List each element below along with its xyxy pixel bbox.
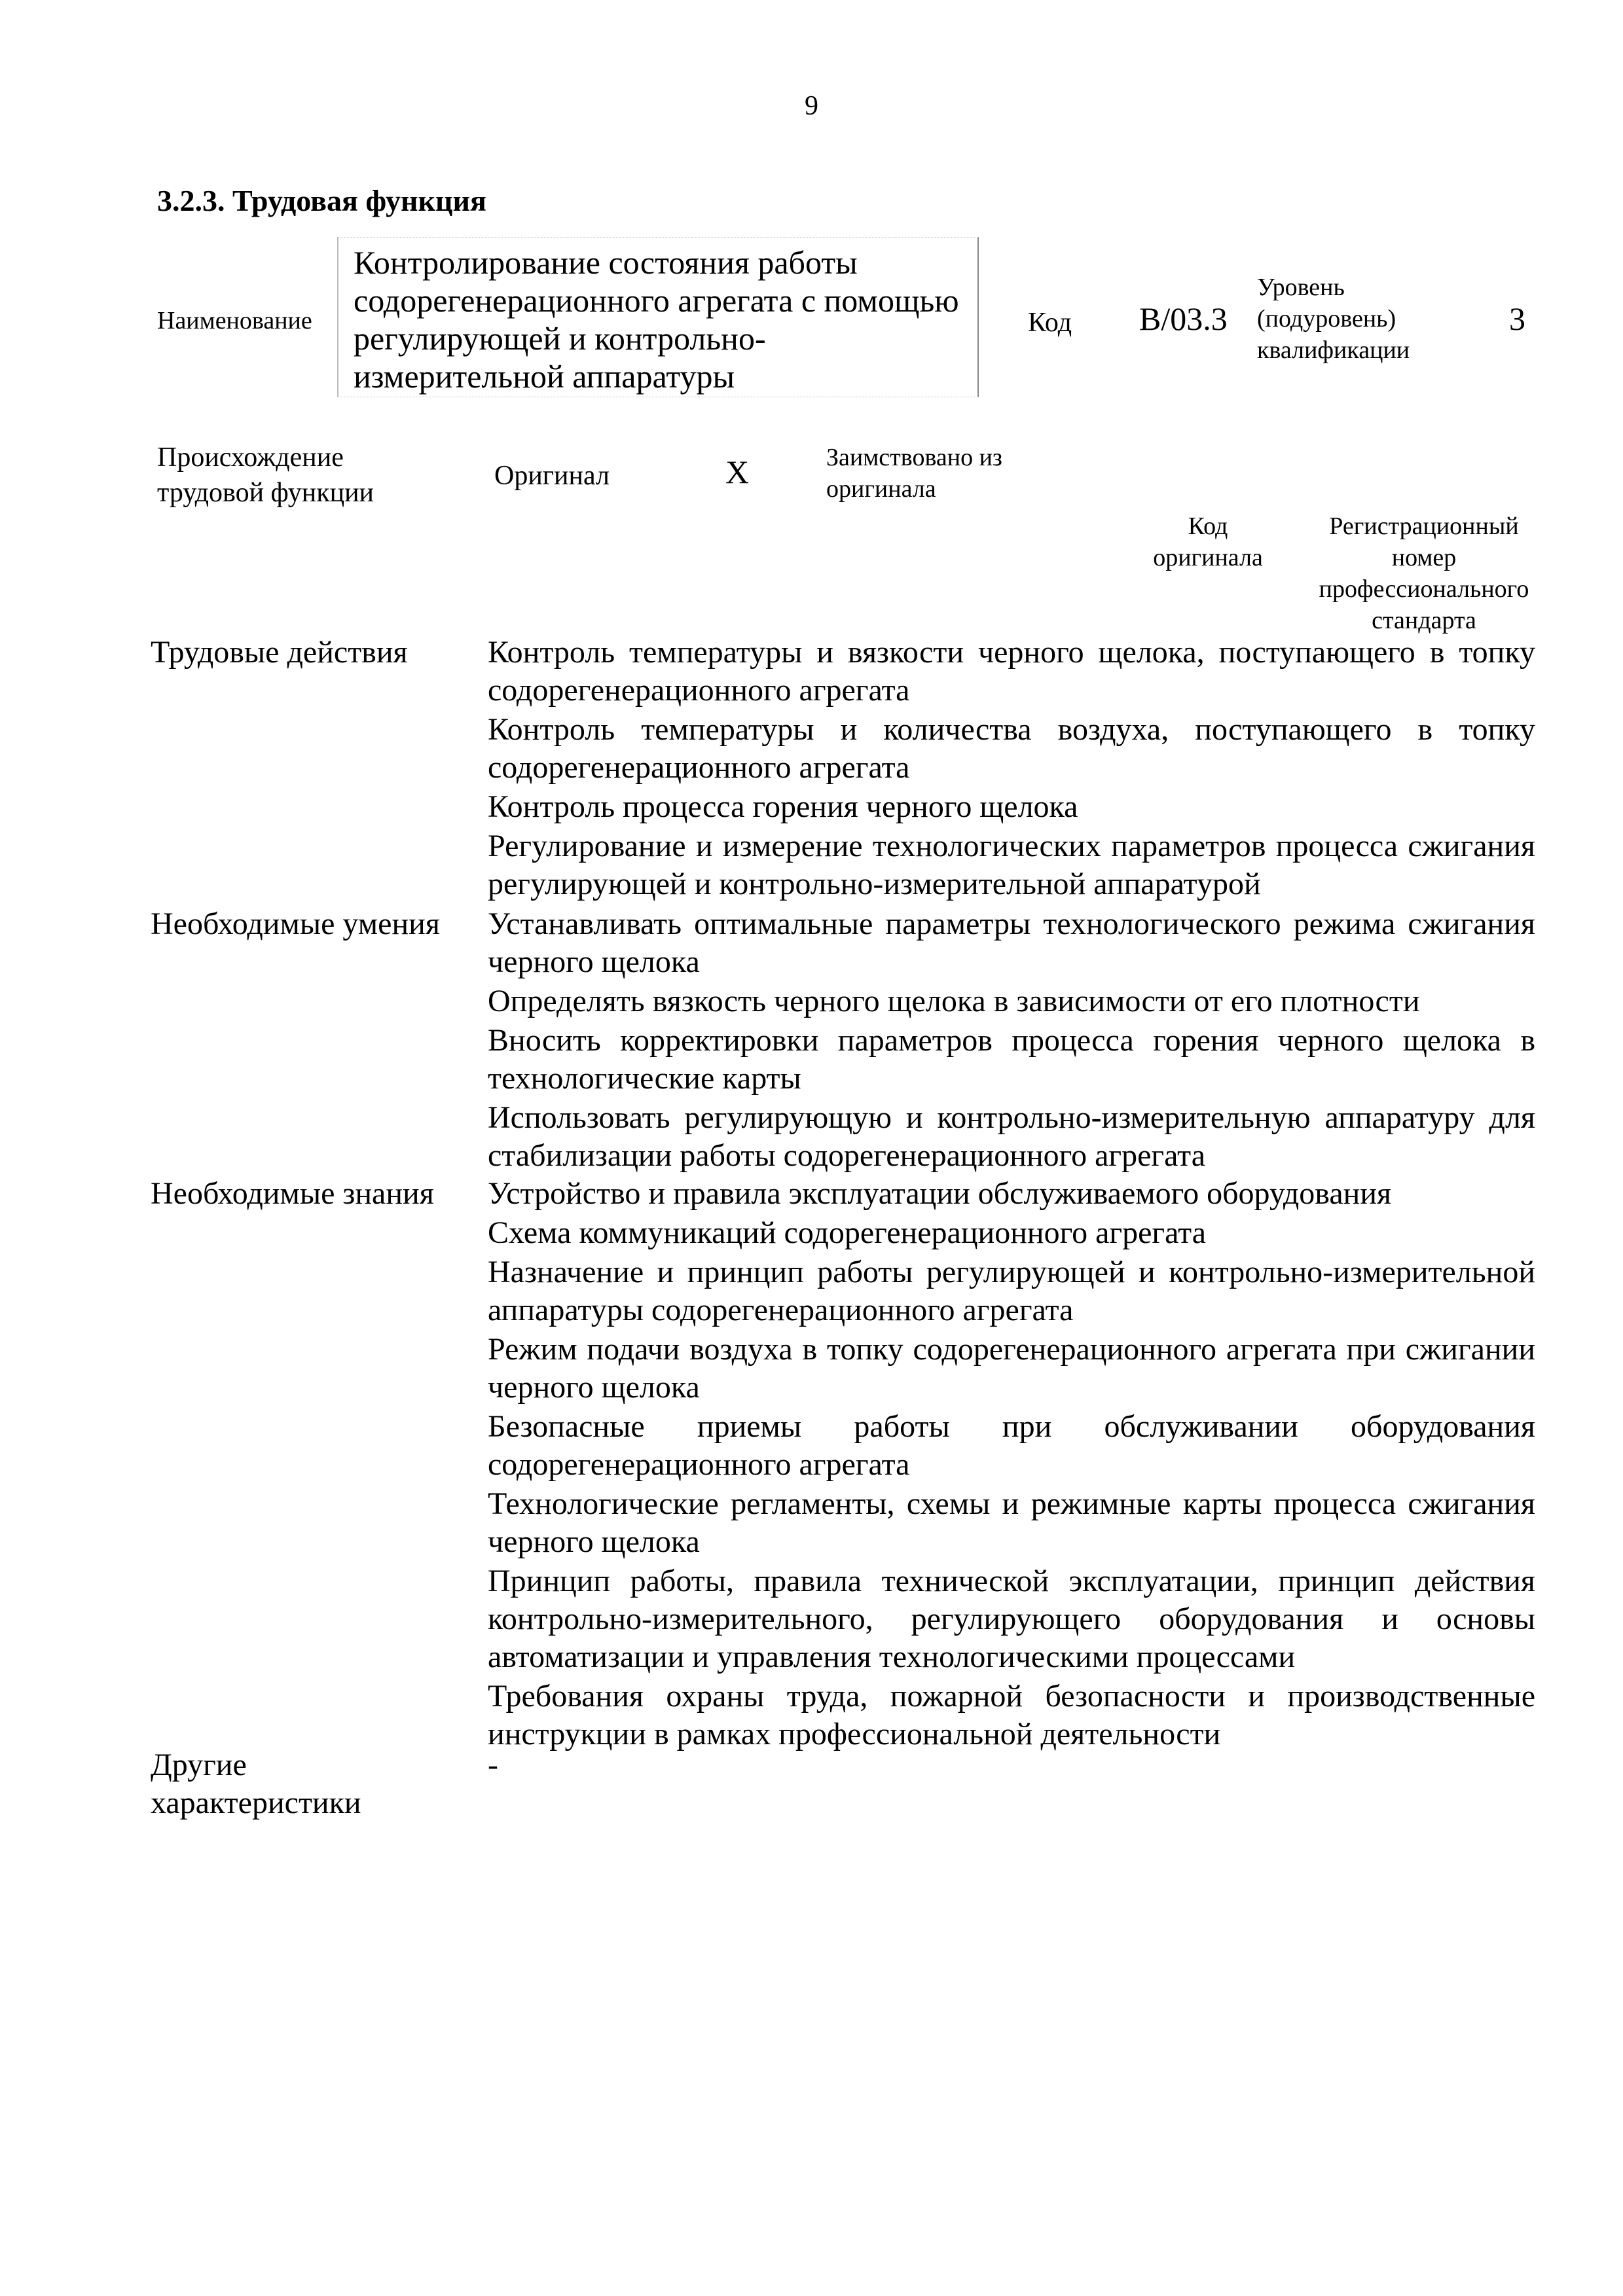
required-skills-list [488, 905, 1535, 1176]
list-item: Устанавливать оптимальные параметры технологического режима сжигания черного щелока [488, 906, 1535, 979]
section-title: 3.2.3. Трудовая функция [157, 184, 486, 217]
registration-number-label: Регистрационный номер профессионального стандарта [1319, 512, 1529, 634]
name-label: Наименование [157, 307, 312, 334]
code-label: Код [1028, 308, 1072, 338]
list-item: Определять вязкость черного щелока в зависимости от его плотности [488, 984, 1420, 1018]
function-name: Контролирование состояния работы содорегенерационного агрегата с помощью регулирующей и контрольно-измерительной аппаратуры [354, 244, 959, 395]
list-item: Контроль процесса горения черного щелока [488, 789, 1078, 824]
qualification-level-label: Уровень (подуровень) квалификации [1257, 274, 1410, 364]
required-knowledge-label: Необходимые знания [151, 1176, 434, 1211]
other-characteristics-value: - [488, 1748, 498, 1782]
list-item: Безопасные приемы работы при обслуживании оборудования содорегенерационного агрегата [488, 1409, 1535, 1482]
list-item: Схема коммуникаций содорегенерационного агрегата [488, 1215, 1206, 1250]
other-characteristics-label: Другие характеристики [151, 1748, 361, 1820]
original-mark: Х [725, 454, 750, 490]
original-label: Оригинал [494, 461, 610, 491]
list-item: Вносить корректировки параметров процесса горения черного щелока в технологические карты [488, 1023, 1535, 1096]
required-skills-label: Необходимые умения [151, 906, 440, 941]
code-original-label: Код оригинала [1153, 512, 1263, 571]
list-item: Контроль температуры и вязкости черного щелока, поступающего в топку содорегенерационного агрегата [488, 635, 1535, 708]
list-item: Требования охраны труда, пожарной безопасности и производственные инструкции в рамках профессиональной деятельности [488, 1679, 1535, 1751]
list-item: Технологические регламенты, схемы и режимные карты процесса сжигания черного щелока [488, 1486, 1535, 1559]
required-knowledge-list [488, 1175, 1535, 1755]
list-item: Регулирование и измерение технологических параметров процесса сжигания регулирующей и контрольно-измерительной аппаратурой [488, 829, 1535, 901]
list-item: Режим подачи воздуха в топку содорегенерационного агрегата при сжигании черного щелока [488, 1332, 1535, 1405]
page-number: 9 [805, 91, 818, 121]
list-item: Использовать регулирующую и контрольно-измерительную аппаратуру для стабилизации работы содорегенерационного агрегата [488, 1100, 1535, 1173]
code-value: В/03.3 [1139, 300, 1228, 337]
list-item: Устройство и правила эксплуатации обслуживаемого оборудования [488, 1176, 1392, 1211]
borrowed-label: Заимствовано из оригинала [826, 444, 1002, 503]
list-item: Назначение и принцип работы регулирующей и контрольно-измерительной аппаратуры содорегенерационного агрегата [488, 1255, 1535, 1327]
list-item: Контроль температуры и количества воздуха, поступающего в топку содорегенерационного агрегата [488, 712, 1535, 785]
origin-label: Происхождение трудовой функции [157, 442, 374, 508]
list-item: Принцип работы, правила технической эксплуатации, принцип действия контрольно-измерительного, регулирующего оборудования и основы автоматизации и управления технологическими процессами [488, 1564, 1535, 1674]
qualification-level-value: 3 [1509, 300, 1525, 337]
labor-actions-label: Трудовые действия [151, 635, 408, 670]
labor-actions-list [488, 634, 1535, 905]
